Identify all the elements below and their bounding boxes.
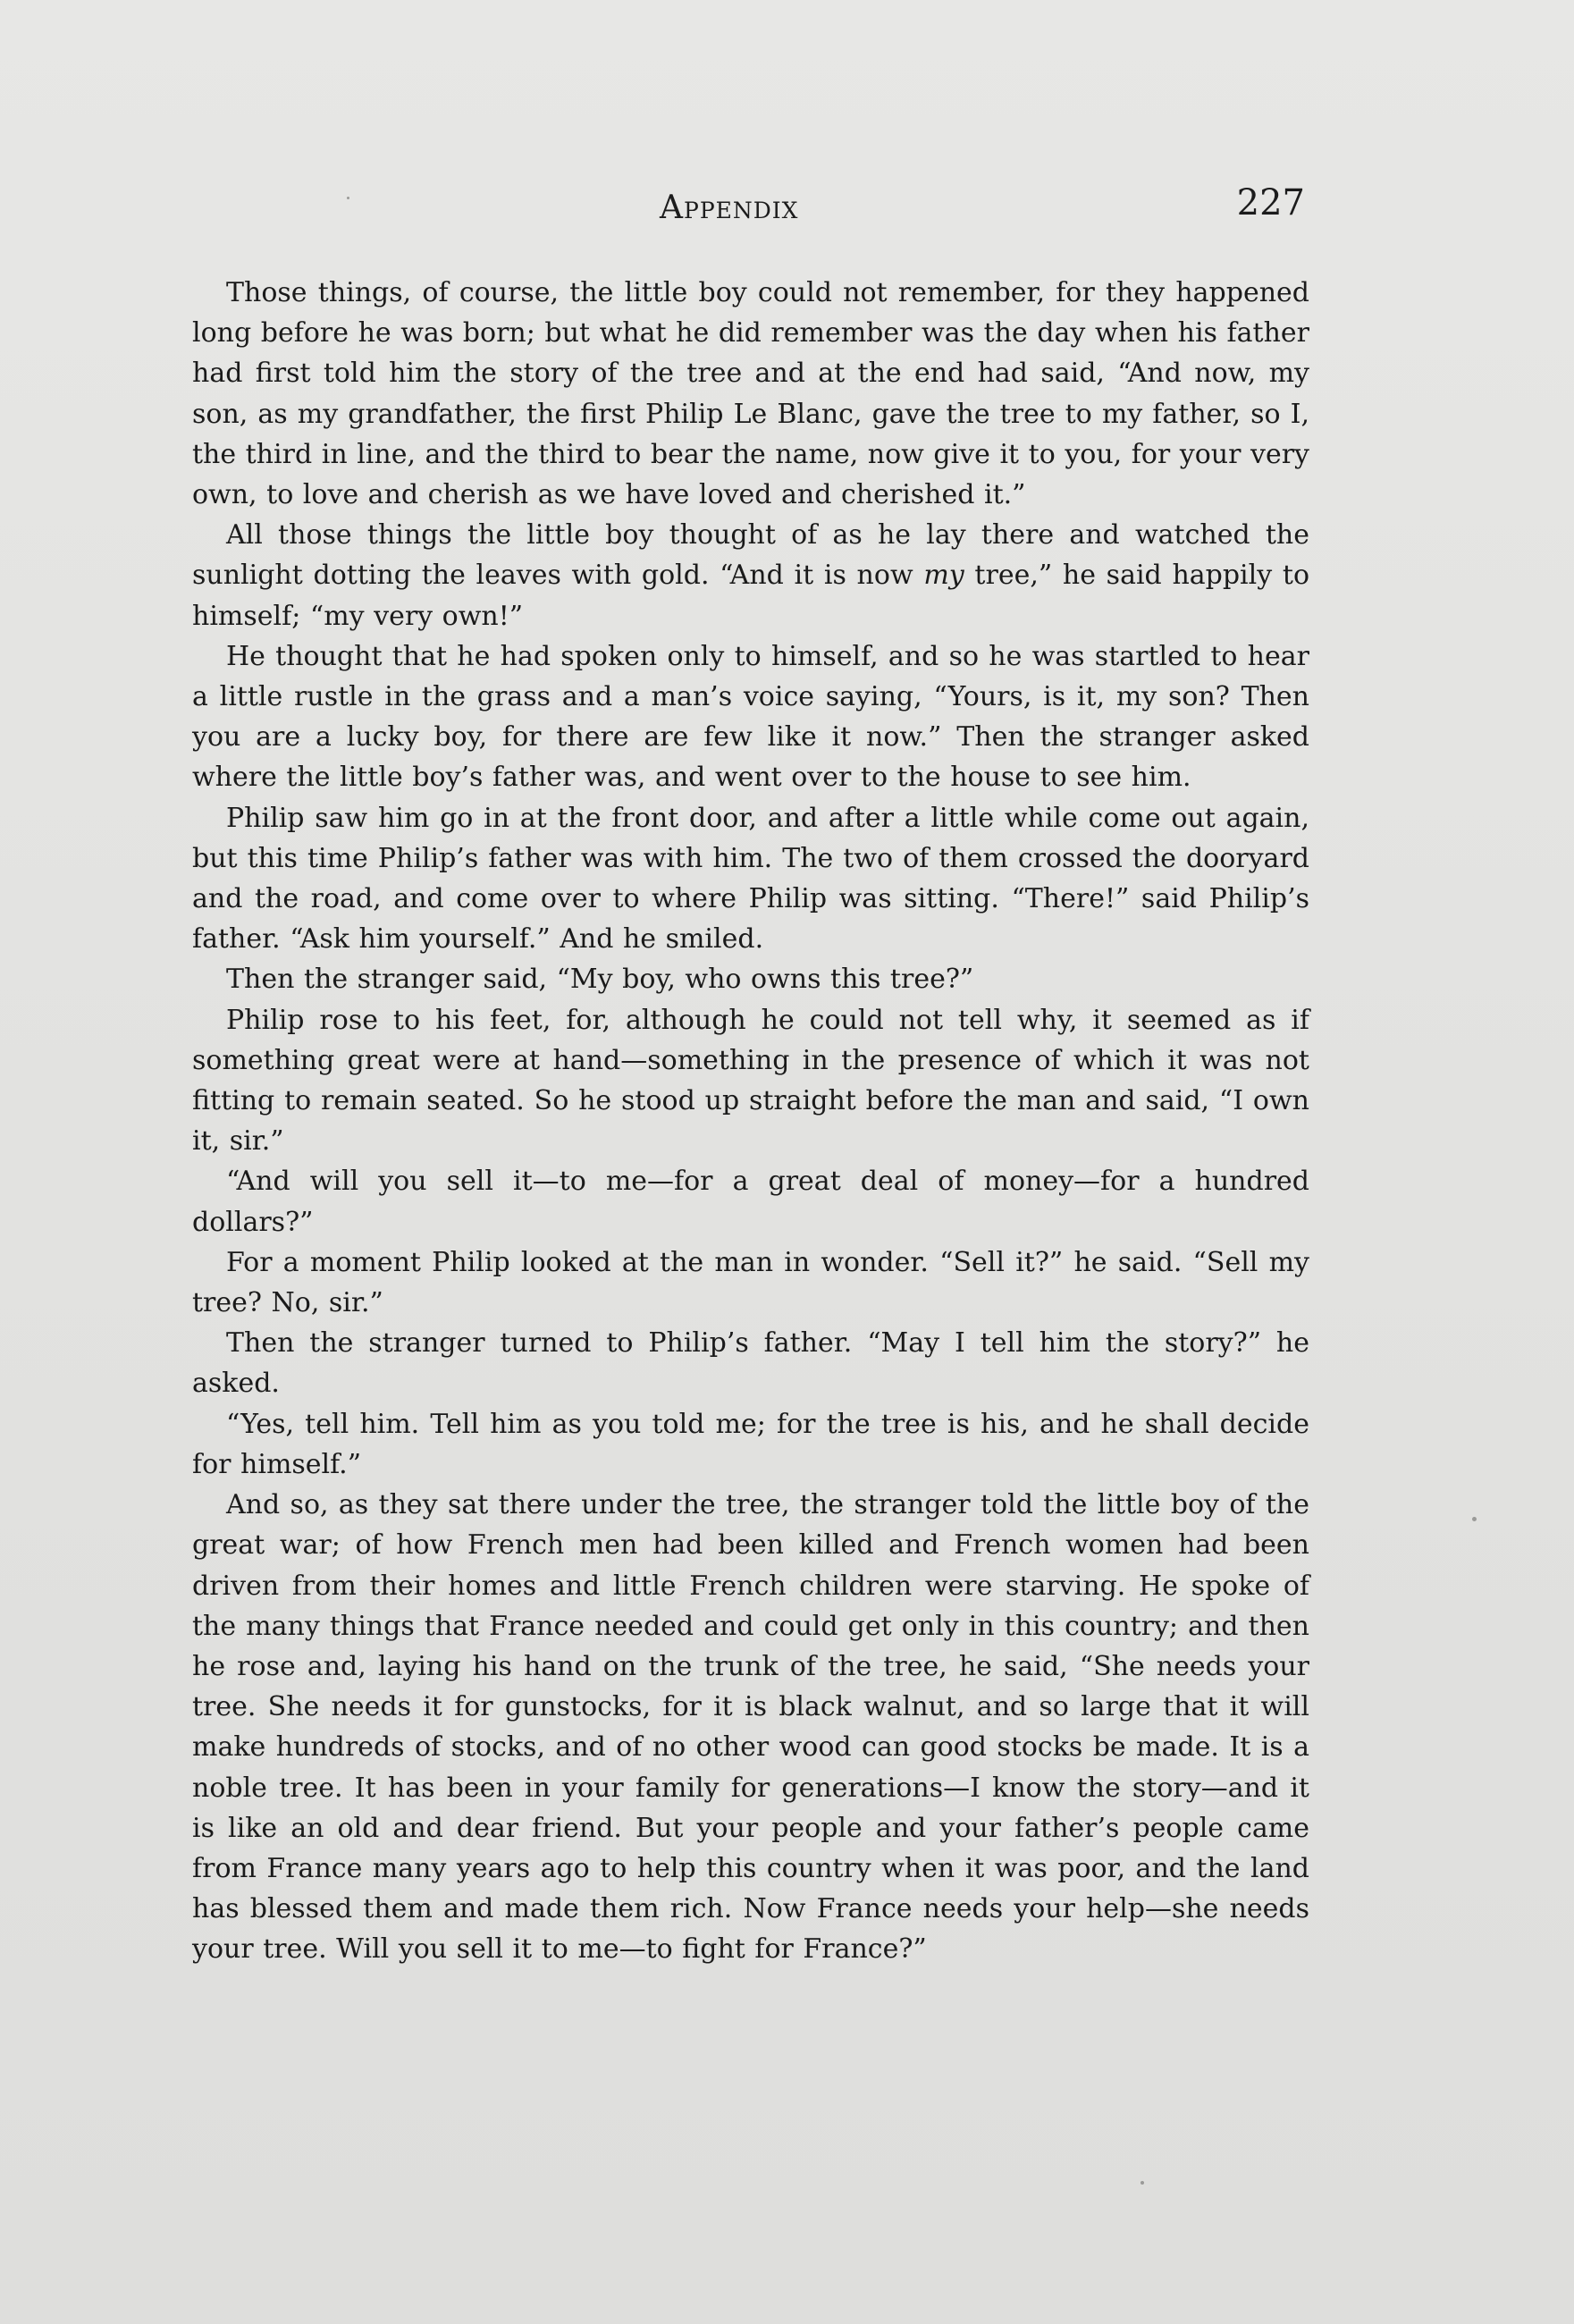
- paragraph-2-before: All those things the little boy thought of as he lay there and watched the sunlight dotting the leaves with gold. “And it is now: [192, 519, 1309, 592]
- body-text: [192, 273, 1309, 1970]
- paragraph-2: [192, 515, 1309, 636]
- paragraph-7: “And will you sell it—to me—for a great deal of money—for a hundred dollars?”: [192, 1166, 1309, 1238]
- paper-speck: [1141, 2181, 1144, 2185]
- paragraph-5: Then the stranger said, “My boy, who owns this tree?”: [226, 964, 974, 996]
- paragraph-4: Philip saw him go in at the front door, and after a little while come out again, but this time Philip’s father was with him. The two of them crossed the dooryard and the road, and come over to where Philip was sitting. “There!” said Philip’s father. “Ask him yourself.” And he smiled.: [192, 802, 1309, 956]
- section-title: Appendix: [660, 189, 799, 226]
- paper-speck: [347, 197, 349, 199]
- paragraph-10: “Yes, tell him. Tell him as you told me; for the tree is his, and he shall decide for himself.”: [192, 1408, 1309, 1480]
- paragraph-9: Then the stranger turned to Philip’s father. “May I tell him the story?” he asked.: [192, 1327, 1309, 1400]
- paragraph-2-after: tree,” he said happily to himself; “my very own!”: [192, 560, 1310, 632]
- paper-speck: [1472, 1517, 1477, 1521]
- paragraph-1: Those things, of course, the little boy could not remember, for they happened long before he was born; but what he did remember was the day when his father had first told him the story of the tree and at the end had said, “And now, my son, as my grandfather, the first Philip Le Blanc, gave the tree to my father, so I, the third in line, and the third to bear the name, now give it to you, for your very own, to love and cherish as we have loved and cherished it.”: [192, 277, 1309, 511]
- running-head: [192, 179, 1305, 241]
- paragraph-8: For a moment Philip looked at the man in wonder. “Sell it?” he said. “Sell my tree? No, sir.”: [192, 1246, 1309, 1319]
- paragraph-2-emphasis: my: [923, 560, 964, 592]
- page-number: 227: [1236, 182, 1305, 223]
- paragraph-3: He thought that he had spoken only to himself, and so he was startled to hear a little rustle in the grass and a man’s voice saying, “Yours, is it, my son? Then you are a lucky boy, for there are few like it now.” Then the stranger asked where the little boy’s father was, and went over to the house to see him.: [192, 640, 1309, 794]
- paragraph-11: And so, as they sat there under the tree, the stranger told the little boy of the great war; of how French men had been killed and French women had been driven from their homes and little French children were starving. He spoke of the many things that France needed and could get only in this country; and then he rose and, laying his hand on the trunk of the tree, he said, “She needs your tree. She needs it for gunstocks, for it is black walnut, and so large that it will make hundreds of stocks, and of no other wood can good stocks be made. It is a noble tree. It has been in your family for generations—I know the story—and it is like an old and dear friend. But your people and your father’s people came from France many years ago to help this country when it was poor, and the land has blessed them and made them rich. Now France needs your help—she needs your tree. Will you sell it to me—to fight for France?”: [192, 1489, 1309, 1966]
- paragraph-6: Philip rose to his feet, for, although he could not tell why, it seemed as if something great were at hand—something in the presence of which it was not fitting to remain seated. So he stood up straight before the man and said, “I own it, sir.”: [192, 1004, 1309, 1158]
